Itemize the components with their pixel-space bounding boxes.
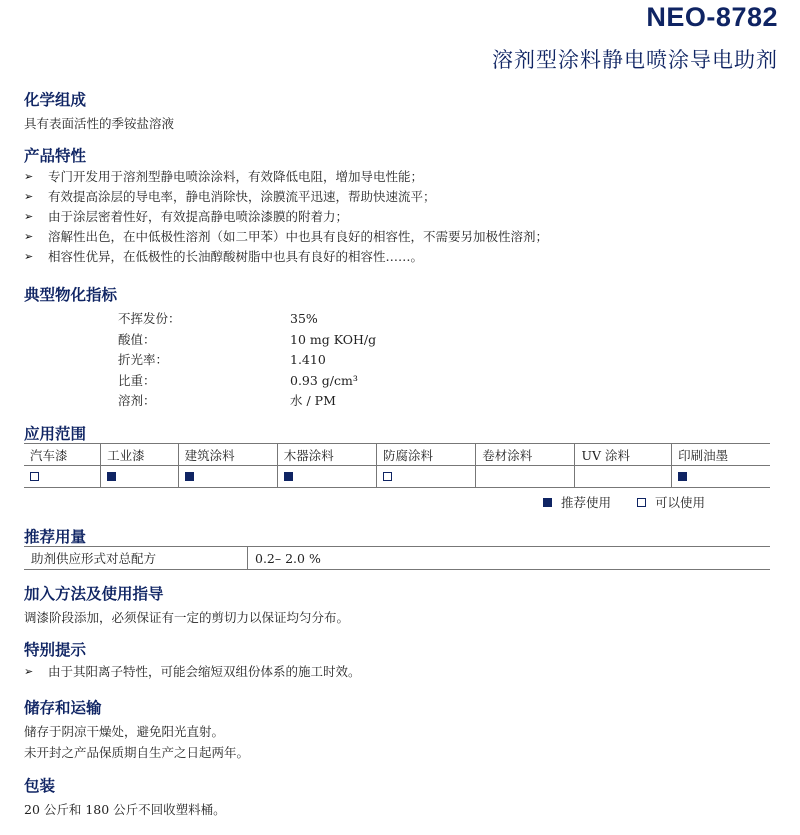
storage-line: 未开封之产品保质期自生产之日起两年。 — [24, 745, 250, 760]
applications-table — [24, 443, 770, 488]
arrow-bullet-icon: ➢ — [24, 230, 34, 243]
section-title-notes: 特别提示 — [24, 640, 87, 659]
column-header: 木器涂料 — [277, 444, 376, 466]
list-item: ➢ 由于其阳离子特性，可能会缩短双组份体系的施工时效。 — [24, 662, 361, 682]
section-title-features: 产品特性 — [24, 146, 87, 165]
property-row: 酸值： 10 mg KOH/g — [118, 331, 377, 347]
property-row: 不挥发份： 35% — [118, 311, 318, 326]
filled-square-icon — [678, 472, 687, 481]
arrow-bullet-icon: ➢ — [24, 210, 34, 223]
filled-square-icon — [543, 498, 552, 507]
notes-list — [24, 662, 361, 682]
properties-list — [118, 309, 376, 412]
features-list — [24, 167, 548, 267]
section-title-storage: 储存和运输 — [24, 698, 102, 717]
table-row — [24, 466, 770, 488]
column-header: UV 涂料 — [575, 444, 672, 466]
section-title-dosage: 推荐用量 — [24, 527, 87, 546]
section-title-packaging: 包装 — [24, 776, 56, 795]
column-header: 工业漆 — [101, 444, 178, 466]
list-item: ➢ 相容性优异，在低极性的长油醇酸树脂中也具有良好的相容性……。 — [24, 247, 548, 267]
section-title-properties: 典型物化指标 — [24, 285, 118, 304]
arrow-bullet-icon: ➢ — [24, 190, 34, 203]
legend-recommended: 推荐使用 — [561, 495, 612, 510]
list-item: ➢ 有效提高涂层的导电率，静电消除快，涂膜流平迅速，帮助快速流平； — [24, 187, 548, 207]
column-header: 印刷油墨 — [672, 444, 770, 466]
filled-square-icon — [284, 472, 293, 481]
column-header: 防腐涂料 — [377, 444, 476, 466]
method-text: 调漆阶段添加，必须保证有一定的剪切力以保证均匀分布。 — [24, 610, 350, 625]
composition-text: 具有表面活性的季铵盐溶液 — [24, 116, 175, 131]
empty-square-icon — [383, 472, 392, 481]
product-code: NEO-8782 — [646, 2, 778, 32]
table-header-row — [24, 444, 770, 466]
section-title-composition: 化学组成 — [24, 90, 87, 109]
column-header: 建筑涂料 — [178, 444, 277, 466]
applications-legend — [543, 493, 731, 511]
dosage-label: 助剂供应形式对总配方 — [24, 547, 248, 570]
packaging-text: 20 公斤和 180 公斤不回收塑料桶。 — [24, 802, 226, 817]
arrow-bullet-icon: ➢ — [24, 250, 34, 263]
arrow-bullet-icon: ➢ — [24, 170, 34, 183]
property-row: 折光率： 1.410 — [118, 352, 326, 367]
table-row — [24, 547, 770, 570]
dosage-table — [24, 546, 770, 570]
property-row: 比重： 0.93 g/cm³ — [118, 372, 358, 388]
empty-square-icon — [30, 472, 39, 481]
property-row: 溶剂： 水 / PM — [118, 393, 336, 408]
list-item: ➢ 专门开发用于溶剂型静电喷涂涂料，有效降低电阻，增加导电性能； — [24, 167, 548, 187]
dosage-value: 0.2– 2.0 % — [248, 547, 771, 570]
storage-line: 储存于阴凉干燥处，避免阳光直射。 — [24, 724, 225, 739]
list-item: ➢ 溶解性出色，在中低极性溶剂（如二甲苯）中也具有良好的相容性，不需要另加极性溶剂； — [24, 227, 548, 247]
empty-square-icon — [637, 498, 646, 507]
arrow-bullet-icon: ➢ — [24, 665, 34, 678]
column-header: 汽车漆 — [24, 444, 101, 466]
product-name: 溶剂型涂料静电喷涂导电助剂 — [492, 48, 778, 72]
list-item: ➢ 由于涂层密着性好，有效提高静电喷涂漆膜的附着力； — [24, 207, 548, 227]
legend-usable: 可以使用 — [655, 495, 706, 510]
filled-square-icon — [185, 472, 194, 481]
filled-square-icon — [107, 472, 116, 481]
section-title-applications: 应用范围 — [24, 424, 87, 443]
section-title-method: 加入方法及使用指导 — [24, 584, 164, 603]
column-header: 卷材涂料 — [476, 444, 575, 466]
